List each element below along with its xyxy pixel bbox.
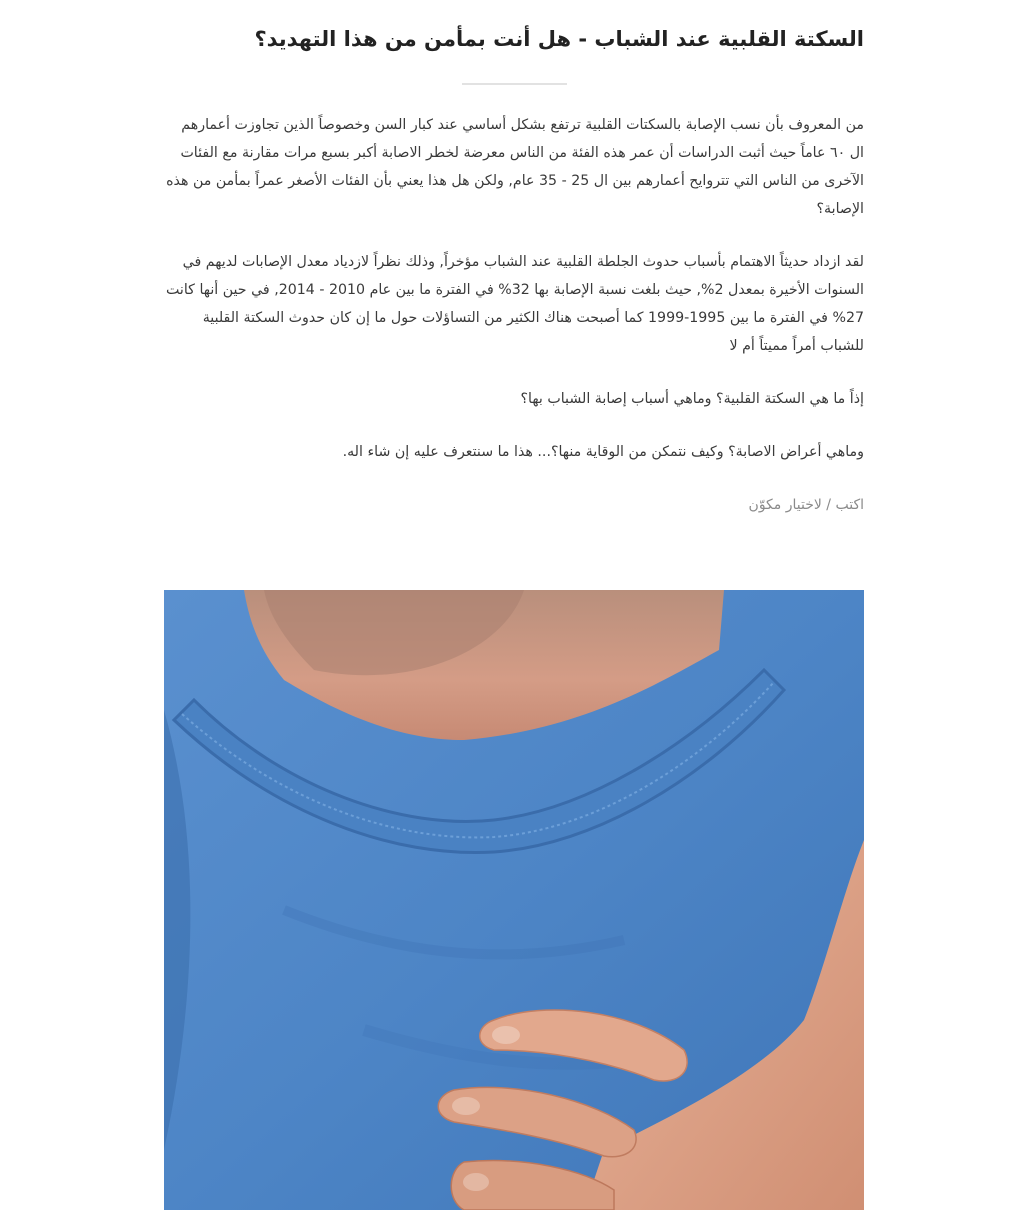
paragraph-intro: من المعروف بأن نسب الإصابة بالسكتات القلبية ترتفع بشكل أساسي عند كبار السن وخصوصاً الذين تجاوزت أعمارهم ال ٦٠ عاماً حيث أثبت الدراسات أن عمر هذه الفئة من الناس معرضة لخطر الاصابة أكبر بسبع مرات مقارنة مع الفئات الآخرى من الناس التي تتروايح أعمارهم بين ال 25 - 35 عام, ولكن هل هذا يعني بأن الفئات الأصغر عمراً بمأمن من هذه الإصابة؟ [166,117,864,217]
photo-illustration [164,590,864,1210]
article [164,0,864,614]
editor-placeholder[interactable]: اكتب / لاختيار مكوّن [748,497,864,513]
chest-pain-photo [164,590,864,1210]
paragraph-statistics: لقد ازداد حديثاً الاهتمام بأسباب حدوث الجلطة القلبية عند الشباب مؤخراً, وذلك نظراً لازدياد معدل الإصابات لديهم في السنوات الأخيرة بمعدل 2%, حيث بلغت نسبة الإصابة بها 32% في الفترة ما بين عام 2010 - 2014, في حين أنها كانت 27% في الفترة ما بين 1995-1999 كما أصبحت هناك الكثير من التساؤلات حول ما إن كان حدوث السكتة القلبية للشباب أمراً مميتاً أم لا [165,254,864,354]
paragraph-question-symptoms: وماهي أعراض الاصابة؟ وكيف نتمكن من الوقاية منها؟... هذا ما سنتعرف عليه إن شاء اله. [342,444,864,460]
title-divider [462,83,567,85]
article-title: السكتة القلبية عند الشباب - هل أنت بمأمن من هذا التهديد؟ [254,27,864,51]
article-body [164,111,864,519]
paragraph-question-causes: إذاً ما هي السكتة القلبية؟ وماهي أسباب إصابة الشباب بها؟ [520,391,864,407]
